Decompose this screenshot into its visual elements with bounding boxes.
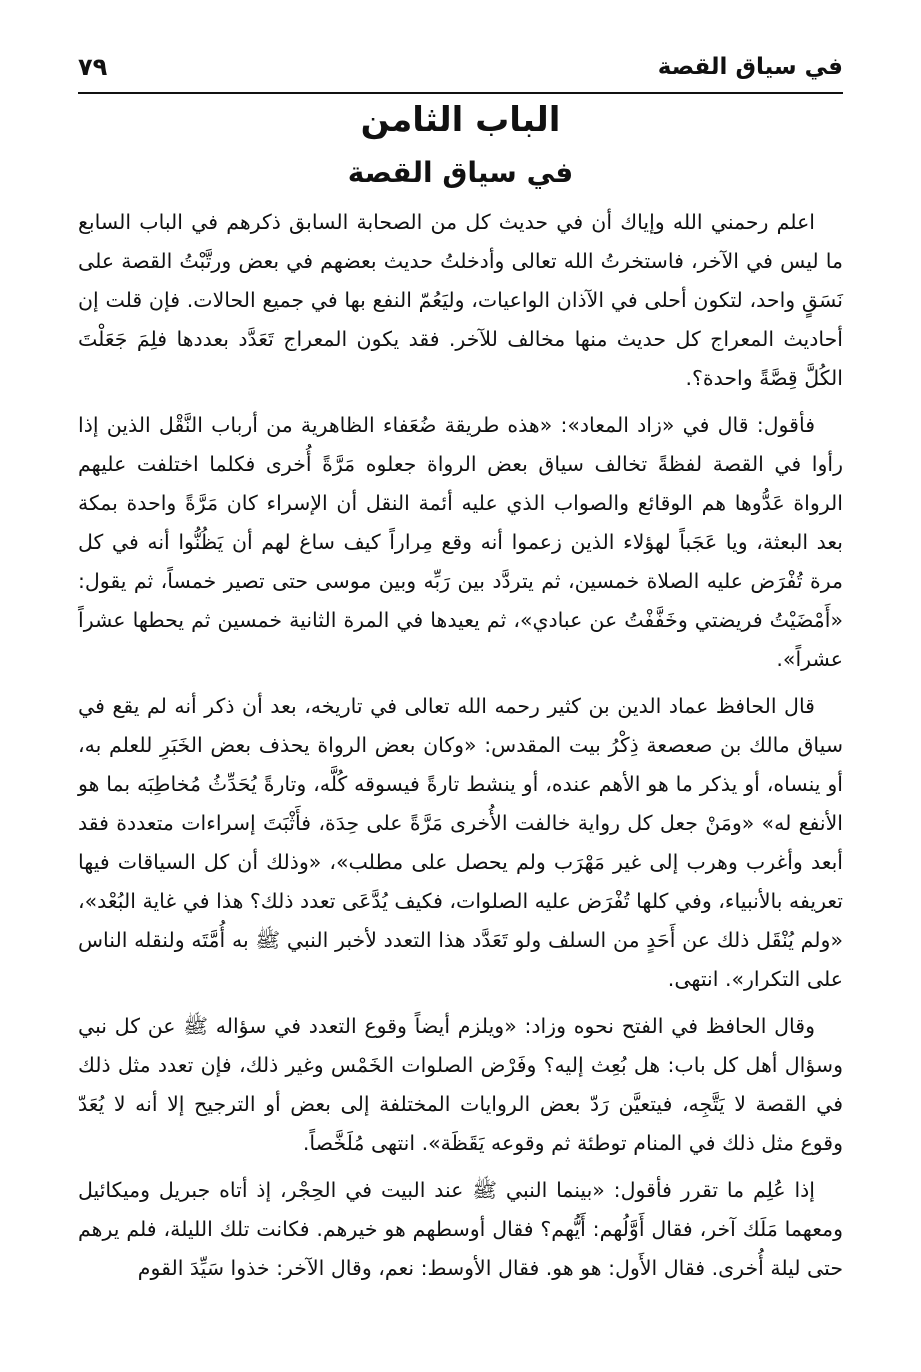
page-number: ٧٩ <box>78 53 108 81</box>
paragraph: إذا عُلِم ما تقرر فأقول: «بينما النبي ﷺ عند البيت في الحِجْر، إذ أتاه جبريل وميكائيل ومعهما مَلَك آخر، فقال أَوَّلُهم: أَيُّهم؟ فقال أوسطهم هو خيرهم. فكانت تلك الليلة، فلم يرهم حتى ليلة أُخرى. فقال الأَول: هو هو. فقال الأوسط: نعم، وقال الآخر: خذوا سَيِّدَ القوم <box>78 1178 843 1280</box>
chapter-title: الباب الثامن <box>360 100 561 140</box>
running-header <box>78 42 843 94</box>
body-text <box>78 203 843 1296</box>
paragraph: اعلم رحمني الله وإياك أن في حديث كل من الصحابة السابق ذكرهم في الباب السابع ما ليس في الآخر، فاستخرتُ الله تعالى وأدخلتُ حديث بعضهم في بعض ورتَّبْتُ القصة على نَسَقٍ واحد، لتكون أحلى في الآذان الواعيات، وليَعُمّ النفع بها في جميع الحالات. فإن قلت إن أحاديث المعراج كل حديث منها مخالف للآخر. فقد يكون المعراج تَعَدَّد بعددها فلِمَ جَعَلْتَ الكُلَّ قِصَّةً واحدة؟. <box>78 210 843 390</box>
running-title: في سياق القصة <box>657 54 843 80</box>
paragraph: وقال الحافظ في الفتح نحوه وزاد: «ويلزم أيضاً وقوع التعدد في سؤاله ﷺ عن كل نبي وسؤال أهل كل باب: هل بُعِث إليه؟ وفَرْض الصلوات الخَمْس وغير ذلك، فإن تعدد مثل ذلك في القصة لا يَتَّجِه، فيتعيَّن رَدّ بعض الروايات المختلفة إلى بعض أو الترجيح إلا أنه لا يُعَدّ وقوع مثل ذلك في المنام توطئة ثم وقوعه يَقَظَة». انتهى مُلَخَّصاً. <box>78 1014 843 1155</box>
chapter-subtitle: في سياق القصة <box>347 156 574 189</box>
paragraph: قال الحافظ عماد الدين بن كثير رحمه الله تعالى في تاريخه، بعد أن ذكر أنه لم يقع في سياق مالك بن صعصعة ذِكْرُ بيت المقدس: «وكان بعض الرواة يحذف بعض الخَبَرِ للعلم به، أو ينساه، أو يذكر ما هو الأهم عنده، أو ينشط تارةً فيسوقه كُلَّه، وتارةً يُحَدِّثُ مُخاطِبَه بما هو الأنفع له» «ومَنْ جعل كل رواية خالفت الأُخرى مَرَّةً على حِدَة، فأَثْبَتَ إسراءات متعددة فقد أبعد وأغرب وهرب إلى غير مَهْرَب ولم يحصل على مطلب»، «وذلك أن كل السياقات فيها تعريفه بالأنبياء، وفي كلها تُفْرَض عليه الصلوات، فكيف يُدَّعَى تعدد ذلك؟ هذا في غاية البُعْد»، «ولم يُنْقَل ذلك عن أَحَدٍ من السلف ولو تَعَدَّد هذا التعدد لأخبر النبي ﷺ به أُمَّتَه ولنقله الناس على التكرار». انتهى. <box>78 694 843 991</box>
paragraph: فأقول: قال في «زاد المعاد»: «هذه طريقة ضُعَفاء الظاهرية من أرباب النَّقْل الذين إذا رأوا في القصة لفظةً تخالف سياق بعض الرواة جعلوه مَرَّةً أُخرى فكلما اختلفت عليهم الرواة عَدُّوها هم الوقائع والصواب الذي عليه أئمة النقل أن الإسراء كان مَرَّةً واحدة بمكة بعد البعثة، ويا عَجَباً لهؤلاء الذين زعموا أنه وقع مِراراً كيف ساغ لهم أن يَظُنُّوا أنه في كل مرة تُفْرَض عليه الصلاة خمسين، ثم يتردَّد بين رَبِّه وبين موسى حتى تصير خمساً، ثم يقول: «أَمْضَيْتُ فريضتي وخَفَّفْتُ عن عبادي»، ثم يعيدها في المرة الثانية خمسين ثم يحطها عشراً عشراً». <box>78 413 843 671</box>
